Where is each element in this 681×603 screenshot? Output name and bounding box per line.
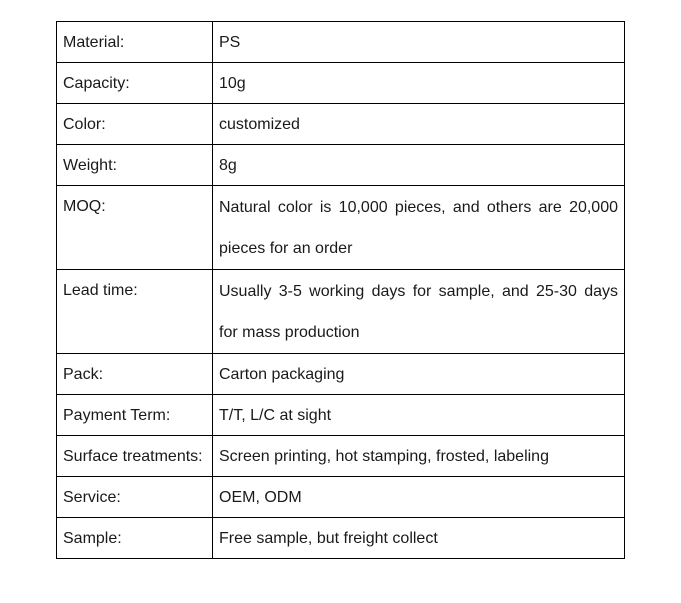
row-value: OEM, ODM (213, 477, 625, 518)
row-label: Capacity: (57, 63, 213, 104)
row-value: Screen printing, hot stamping, frosted, labeling (213, 436, 625, 477)
table-row-weight (57, 145, 625, 186)
row-value: customized (213, 104, 625, 145)
product-spec-table (56, 21, 625, 559)
table-row-service (57, 477, 625, 518)
table-row-material (57, 22, 625, 63)
table-row-surface-treatments (57, 436, 625, 477)
row-value: Usually 3-5 working days for sample, and 25-30 days for mass production (213, 270, 625, 354)
row-value: T/T, L/C at sight (213, 395, 625, 436)
row-value: Free sample, but freight collect (213, 518, 625, 559)
row-value: Natural color is 10,000 pieces, and others are 20,000 pieces for an order (213, 186, 625, 270)
table-row-color (57, 104, 625, 145)
row-label: Surface treatments: (57, 436, 213, 477)
table-row-pack (57, 354, 625, 395)
table-row-moq (57, 186, 625, 270)
row-label: Weight: (57, 145, 213, 186)
row-value: PS (213, 22, 625, 63)
row-label: Payment Term: (57, 395, 213, 436)
table-row-payment-term (57, 395, 625, 436)
row-label: Pack: (57, 354, 213, 395)
row-label: Lead time: (57, 270, 213, 354)
row-label: MOQ: (57, 186, 213, 270)
row-label: Material: (57, 22, 213, 63)
table-row-lead-time (57, 270, 625, 354)
row-label: Sample: (57, 518, 213, 559)
row-label: Service: (57, 477, 213, 518)
row-label: Color: (57, 104, 213, 145)
row-value: Carton packaging (213, 354, 625, 395)
table-row-capacity (57, 63, 625, 104)
table-row-sample (57, 518, 625, 559)
row-value: 10g (213, 63, 625, 104)
row-value: 8g (213, 145, 625, 186)
